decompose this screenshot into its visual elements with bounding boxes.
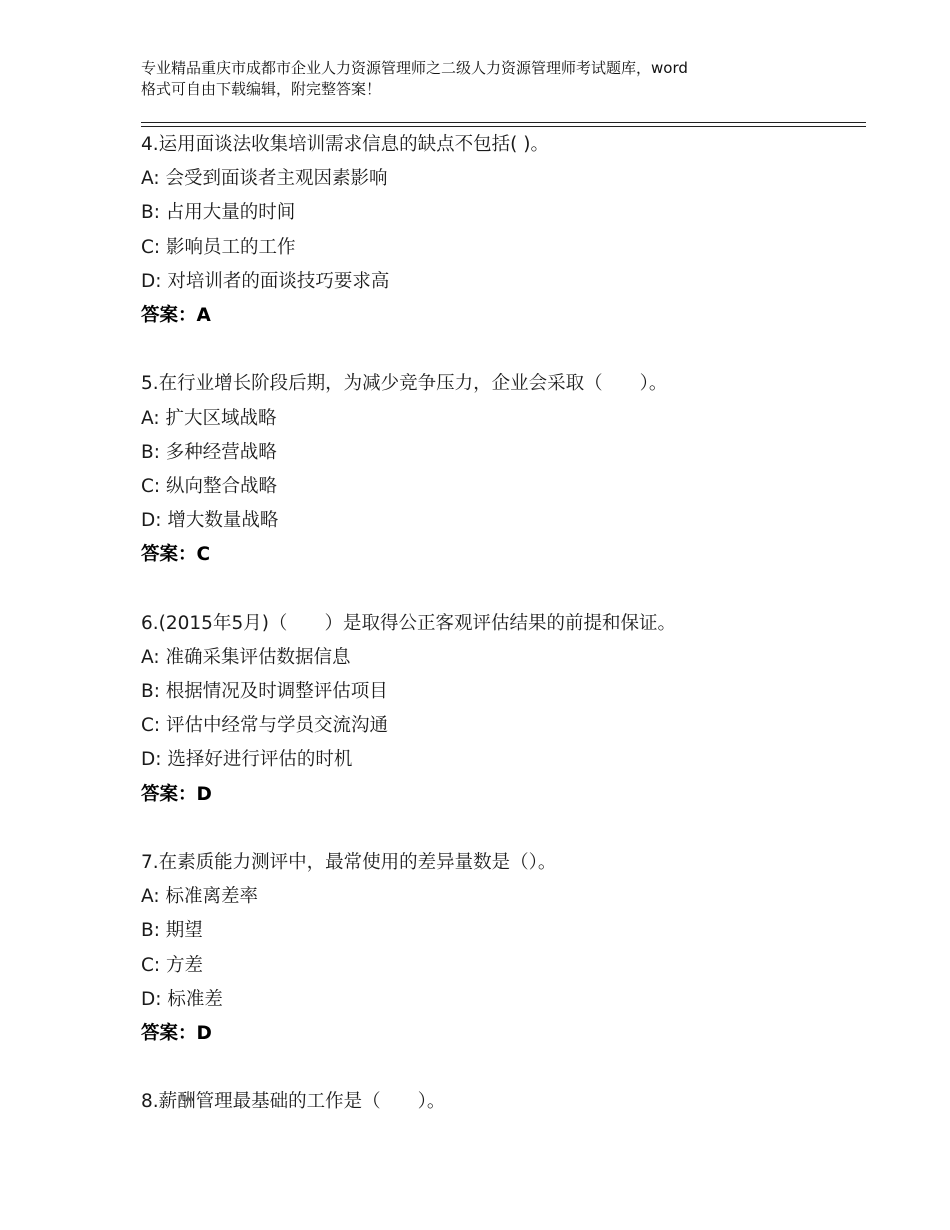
spacer [141, 572, 866, 606]
question-7 [141, 846, 866, 1085]
document-header [141, 58, 841, 100]
option-c: C: 影响员工的工作 [141, 236, 296, 258]
option-d: D: 标准差 [141, 988, 223, 1010]
option-a: A: 扩大区域战略 [141, 407, 277, 429]
option-c: C: 纵向整合战略 [141, 475, 278, 497]
option-b: B: 期望 [141, 920, 203, 942]
header-line-1: 专业精品重庆市成都市企业人力资源管理师之二级人力资源管理师考试题库，word [141, 59, 688, 77]
question-5 [141, 367, 866, 606]
option-d: D: 增大数量战略 [141, 510, 279, 532]
option-d: D: 选择好进行评估的时机 [141, 749, 353, 771]
answer-line: 答案：C [141, 544, 211, 566]
spacer [141, 812, 866, 846]
option-b: B: 多种经营战略 [141, 441, 277, 463]
question-text: 7.在素质能力测评中，最常使用的差异量数是（）。 [141, 851, 557, 873]
option-b: B: 占用大量的时间 [141, 202, 296, 224]
question-text: 4.运用面谈法收集培训需求信息的缺点不包括( )。 [141, 134, 549, 155]
question-text: 5.在行业增长阶段后期，为减少竞争压力，企业会采取（ ）。 [141, 373, 668, 395]
option-a: A: 准确采集评估数据信息 [141, 646, 351, 668]
option-b: B: 根据情况及时调整评估项目 [141, 681, 388, 702]
question-list [141, 128, 866, 1119]
question-6 [141, 607, 866, 846]
question-text: 6.(2015年5月)（ ）是取得公正客观评估结果的前提和保证。 [141, 612, 676, 634]
option-c: C: 方差 [141, 954, 204, 976]
question-text: 8.薪酬管理最基础的工作是（ ）。 [141, 1091, 446, 1113]
option-c: C: 评估中经常与学员交流沟通 [141, 715, 389, 737]
option-a: A: 会受到面谈者主观因素影响 [141, 168, 388, 190]
spacer [141, 1051, 866, 1085]
answer-line: 答案：D [141, 1022, 212, 1044]
answer-line: 答案：D [141, 783, 212, 805]
header-divider-top [141, 122, 866, 123]
question-4 [141, 128, 866, 367]
header-divider-bottom [141, 126, 866, 127]
answer-line: 答案：A [141, 304, 211, 326]
option-d: D: 对培训者的面谈技巧要求高 [141, 270, 390, 292]
question-8 [141, 1085, 866, 1119]
header-line-2: 格式可自由下载编辑，附完整答案！ [141, 80, 382, 98]
option-a: A: 标准离差率 [141, 886, 258, 908]
spacer [141, 333, 866, 367]
